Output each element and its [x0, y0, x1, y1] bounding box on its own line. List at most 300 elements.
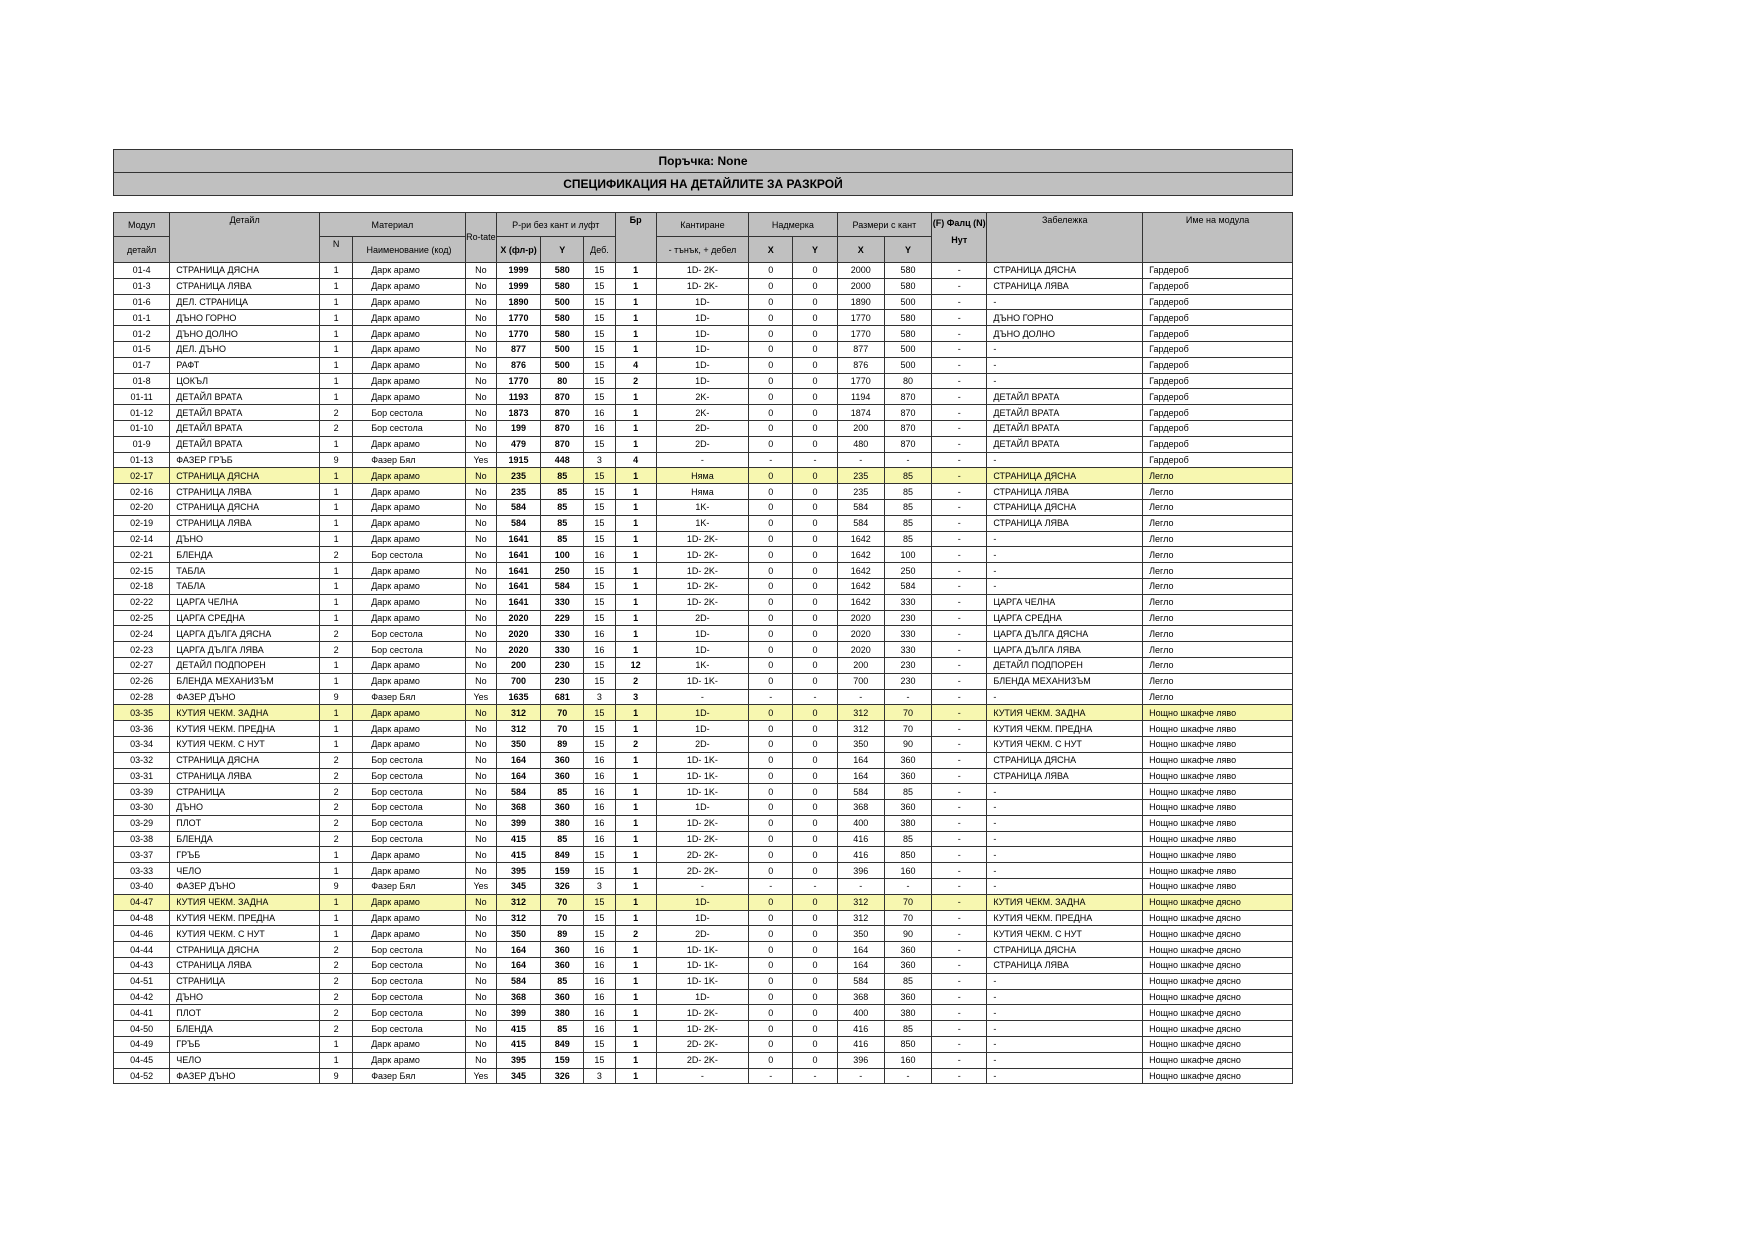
- cell-note: -: [987, 989, 1143, 1005]
- cell-n: 1: [320, 721, 353, 737]
- cell-edge-x: 584: [837, 515, 884, 531]
- cell-detail: ДЪНО: [170, 531, 320, 547]
- cell-size-y: 580: [541, 310, 584, 326]
- cell-material: Дарк арамо: [353, 468, 466, 484]
- cell-size-y: 360: [541, 942, 584, 958]
- header-edge-sizes: Размери с кант: [837, 213, 931, 237]
- cell-note: КУТИЯ ЧЕКМ. С НУТ: [987, 736, 1143, 752]
- spec-title: СПЕЦИФИКАЦИЯ НА ДЕТАЙЛИТЕ ЗА РАЗКРОЙ: [114, 173, 1292, 196]
- cell-n: 2: [320, 420, 353, 436]
- table-row: [114, 815, 1293, 831]
- cell-module: 01-12: [114, 405, 170, 421]
- table-row: [114, 341, 1293, 357]
- header-size-x: X (фл-р): [496, 237, 540, 263]
- cell-note: ЦАРГА ЧЕЛНА: [987, 594, 1143, 610]
- cell-n: 2: [320, 768, 353, 784]
- cell-rotate: No: [465, 705, 496, 721]
- cell-count: 1: [615, 1037, 656, 1053]
- cell-note: -: [987, 373, 1143, 389]
- cell-n: 2: [320, 547, 353, 563]
- cell-detail: ТАБЛА: [170, 563, 320, 579]
- cell-rotate: No: [465, 1005, 496, 1021]
- cell-detail: ПЛОТ: [170, 1005, 320, 1021]
- cell-detail: БЛЕНДА: [170, 547, 320, 563]
- table-row: [114, 563, 1293, 579]
- cell-detail: ЦАРГА ДЪЛГА ЛЯВА: [170, 642, 320, 658]
- cell-thickness: 15: [584, 673, 615, 689]
- cell-falc: -: [932, 673, 987, 689]
- cell-edging: 1D- 2K-: [656, 278, 748, 294]
- cell-material: Дарк арамо: [353, 610, 466, 626]
- cell-allowance-x: 0: [749, 1005, 793, 1021]
- cell-module-name: Легло: [1143, 515, 1293, 531]
- cell-rotate: No: [465, 531, 496, 547]
- cell-allowance-x: 0: [749, 436, 793, 452]
- table-row: [114, 721, 1293, 737]
- cell-n: 9: [320, 452, 353, 468]
- cell-edge-y: 160: [884, 1052, 931, 1068]
- cell-allowance-y: 0: [793, 436, 837, 452]
- cell-module-name: Нощно шкафче ляво: [1143, 784, 1293, 800]
- cell-size-x: 235: [496, 468, 540, 484]
- cell-material: Дарк арамо: [353, 326, 466, 342]
- cell-module-name: Легло: [1143, 531, 1293, 547]
- cell-allowance-y: 0: [793, 752, 837, 768]
- cell-n: 1: [320, 1037, 353, 1053]
- cell-n: 1: [320, 499, 353, 515]
- cell-edging: 1D-: [656, 721, 748, 737]
- cell-allowance-x: 0: [749, 673, 793, 689]
- cell-detail: ДЪНО ДОЛНО: [170, 326, 320, 342]
- header-n: N: [320, 237, 353, 263]
- cell-size-x: 399: [496, 1005, 540, 1021]
- cell-size-x: 876: [496, 357, 540, 373]
- cell-edging: 1D- 2K-: [656, 263, 748, 279]
- cell-falc: -: [932, 784, 987, 800]
- cell-module-name: Гардероб: [1143, 405, 1293, 421]
- cell-allowance-x: 0: [749, 357, 793, 373]
- cell-size-y: 230: [541, 657, 584, 673]
- cell-size-y: 330: [541, 642, 584, 658]
- cell-size-y: 681: [541, 689, 584, 705]
- cell-thickness: 15: [584, 468, 615, 484]
- cell-edging: -: [656, 1068, 748, 1084]
- cell-size-y: 580: [541, 263, 584, 279]
- cell-material: Бор сестола: [353, 1005, 466, 1021]
- cell-edge-y: 360: [884, 752, 931, 768]
- cell-size-x: 395: [496, 1052, 540, 1068]
- cell-count: 3: [615, 689, 656, 705]
- cell-size-x: 164: [496, 942, 540, 958]
- table-row: [114, 847, 1293, 863]
- cell-material: Бор сестола: [353, 800, 466, 816]
- cell-edge-y: 85: [884, 973, 931, 989]
- cell-count: 1: [615, 784, 656, 800]
- table-row: [114, 484, 1293, 500]
- cell-edge-x: -: [837, 452, 884, 468]
- cell-rotate: No: [465, 610, 496, 626]
- cell-edging: 1D-: [656, 326, 748, 342]
- cell-module-name: Легло: [1143, 594, 1293, 610]
- header-module-bottom: детайл: [114, 237, 170, 263]
- cell-module: 04-51: [114, 973, 170, 989]
- cell-edge-x: 2000: [837, 278, 884, 294]
- cell-edging: 1D-: [656, 705, 748, 721]
- cell-note: -: [987, 1037, 1143, 1053]
- cell-count: 1: [615, 468, 656, 484]
- cell-module: 01-8: [114, 373, 170, 389]
- cell-edge-y: 90: [884, 736, 931, 752]
- cell-size-x: 399: [496, 815, 540, 831]
- cell-falc: -: [932, 1068, 987, 1084]
- cell-allowance-x: 0: [749, 326, 793, 342]
- cell-edge-y: 85: [884, 468, 931, 484]
- cell-rotate: No: [465, 989, 496, 1005]
- cell-rotate: No: [465, 831, 496, 847]
- cell-rotate: No: [465, 310, 496, 326]
- cell-allowance-y: 0: [793, 341, 837, 357]
- cell-n: 1: [320, 263, 353, 279]
- cell-allowance-y: 0: [793, 468, 837, 484]
- cell-rotate: No: [465, 721, 496, 737]
- cell-module-name: Нощно шкафче ляво: [1143, 736, 1293, 752]
- table-row: [114, 357, 1293, 373]
- cell-edge-y: 850: [884, 847, 931, 863]
- cell-count: 1: [615, 768, 656, 784]
- cell-count: 1: [615, 1068, 656, 1084]
- cell-module: 04-50: [114, 1021, 170, 1037]
- cell-thickness: 15: [584, 326, 615, 342]
- table-row: [114, 784, 1293, 800]
- cell-allowance-y: 0: [793, 800, 837, 816]
- cell-edging: 1D- 1K-: [656, 942, 748, 958]
- cell-note: -: [987, 531, 1143, 547]
- cell-edge-y: 85: [884, 531, 931, 547]
- cell-falc: -: [932, 594, 987, 610]
- table-row: [114, 531, 1293, 547]
- cell-count: 1: [615, 1005, 656, 1021]
- cell-thickness: 15: [584, 910, 615, 926]
- cell-falc: -: [932, 768, 987, 784]
- cell-edge-y: 584: [884, 578, 931, 594]
- cell-rotate: No: [465, 642, 496, 658]
- cell-n: 1: [320, 341, 353, 357]
- cell-thickness: 16: [584, 831, 615, 847]
- cell-edging: 2K-: [656, 405, 748, 421]
- cell-count: 1: [615, 863, 656, 879]
- header-note: Забележка: [987, 213, 1143, 263]
- cell-edge-x: 480: [837, 436, 884, 452]
- cell-note: КУТИЯ ЧЕКМ. ПРЕДНА: [987, 721, 1143, 737]
- cell-thickness: 16: [584, 1021, 615, 1037]
- cell-falc: -: [932, 642, 987, 658]
- header-detail: Детайл: [170, 213, 320, 263]
- table-row: [114, 626, 1293, 642]
- cell-n: 2: [320, 831, 353, 847]
- cell-falc: -: [932, 310, 987, 326]
- cell-falc: -: [932, 1005, 987, 1021]
- cell-module: 01-5: [114, 341, 170, 357]
- cell-edge-y: 70: [884, 910, 931, 926]
- cell-falc: -: [932, 752, 987, 768]
- cell-note: КУТИЯ ЧЕКМ. ЗАДНА: [987, 894, 1143, 910]
- cell-material: Дарк арамо: [353, 894, 466, 910]
- cell-module: 01-10: [114, 420, 170, 436]
- cell-module-name: Нощно шкафче дясно: [1143, 973, 1293, 989]
- cell-note: СТРАНИЦА ЛЯВА: [987, 484, 1143, 500]
- cell-edging: 1K-: [656, 515, 748, 531]
- cell-thickness: 16: [584, 973, 615, 989]
- cell-module: 03-38: [114, 831, 170, 847]
- cell-module-name: Нощно шкафче дясно: [1143, 1052, 1293, 1068]
- cell-thickness: 15: [584, 389, 615, 405]
- cell-rotate: No: [465, 673, 496, 689]
- cell-edge-x: 1770: [837, 373, 884, 389]
- cell-allowance-x: 0: [749, 499, 793, 515]
- table-row: [114, 278, 1293, 294]
- cell-allowance-x: 0: [749, 973, 793, 989]
- header-thickness: Деб.: [584, 237, 615, 263]
- cell-material: Фазер Бял: [353, 1068, 466, 1084]
- cell-detail: ЦАРГА ЧЕЛНА: [170, 594, 320, 610]
- cell-thickness: 15: [584, 705, 615, 721]
- cell-rotate: No: [465, 436, 496, 452]
- cell-note: -: [987, 1052, 1143, 1068]
- cell-edge-y: 230: [884, 673, 931, 689]
- cell-falc: -: [932, 705, 987, 721]
- cell-note: -: [987, 815, 1143, 831]
- cell-edging: 1D-: [656, 294, 748, 310]
- cell-rotate: No: [465, 768, 496, 784]
- cell-count: 1: [615, 973, 656, 989]
- cell-size-y: 330: [541, 594, 584, 610]
- cell-module: 01-13: [114, 452, 170, 468]
- cell-allowance-x: 0: [749, 389, 793, 405]
- cell-edging: 1D- 2K-: [656, 563, 748, 579]
- cell-count: 1: [615, 484, 656, 500]
- cell-edge-y: 380: [884, 1005, 931, 1021]
- cell-n: 2: [320, 405, 353, 421]
- cell-material: Дарк арамо: [353, 278, 466, 294]
- cell-falc: -: [932, 531, 987, 547]
- cell-falc: -: [932, 547, 987, 563]
- cell-falc: -: [932, 420, 987, 436]
- cell-note: СТРАНИЦА ЛЯВА: [987, 278, 1143, 294]
- cell-size-x: 584: [496, 515, 540, 531]
- cell-count: 2: [615, 736, 656, 752]
- cell-size-x: 1641: [496, 563, 540, 579]
- header-edge-y: Y: [884, 237, 931, 263]
- cell-module-name: Легло: [1143, 626, 1293, 642]
- cell-thickness: 15: [584, 578, 615, 594]
- cell-size-y: 85: [541, 531, 584, 547]
- cell-module: 02-22: [114, 594, 170, 610]
- cell-module: 02-14: [114, 531, 170, 547]
- cell-edge-y: -: [884, 452, 931, 468]
- cell-edge-y: 85: [884, 1021, 931, 1037]
- cell-material: Дарк арамо: [353, 594, 466, 610]
- cell-edge-y: 870: [884, 436, 931, 452]
- cell-size-y: 360: [541, 768, 584, 784]
- cell-allowance-y: 0: [793, 910, 837, 926]
- cell-edging: 1D- 1K-: [656, 752, 748, 768]
- cell-note: -: [987, 357, 1143, 373]
- cell-rotate: No: [465, 752, 496, 768]
- cell-allowance-y: 0: [793, 989, 837, 1005]
- cell-note: ДЪНО ГОРНО: [987, 310, 1143, 326]
- cell-module-name: Легло: [1143, 563, 1293, 579]
- cell-size-y: 70: [541, 705, 584, 721]
- table-row: [114, 705, 1293, 721]
- cell-edge-x: -: [837, 689, 884, 705]
- cell-allowance-x: 0: [749, 847, 793, 863]
- cell-module: 02-24: [114, 626, 170, 642]
- cell-thickness: 16: [584, 642, 615, 658]
- cell-edge-x: 400: [837, 815, 884, 831]
- cell-module-name: Легло: [1143, 468, 1293, 484]
- cell-rotate: No: [465, 800, 496, 816]
- cell-rotate: No: [465, 942, 496, 958]
- cell-falc: -: [932, 578, 987, 594]
- cell-edge-y: 500: [884, 341, 931, 357]
- cell-edge-x: 400: [837, 1005, 884, 1021]
- cell-detail: ЧЕЛО: [170, 863, 320, 879]
- cell-material: Бор сестола: [353, 420, 466, 436]
- cell-edge-y: 360: [884, 958, 931, 974]
- cell-note: -: [987, 800, 1143, 816]
- cell-allowance-x: 0: [749, 278, 793, 294]
- cell-allowance-x: 0: [749, 863, 793, 879]
- cell-allowance-x: 0: [749, 894, 793, 910]
- cell-edge-x: 877: [837, 341, 884, 357]
- cell-n: 1: [320, 610, 353, 626]
- cell-rotate: No: [465, 815, 496, 831]
- cell-allowance-x: -: [749, 452, 793, 468]
- cell-detail: СТРАНИЦА ДЯСНА: [170, 263, 320, 279]
- cell-edge-x: 200: [837, 657, 884, 673]
- cell-falc: -: [932, 973, 987, 989]
- cell-allowance-x: 0: [749, 800, 793, 816]
- cell-detail: ФАЗЕР ДЪНО: [170, 689, 320, 705]
- cell-allowance-y: 0: [793, 736, 837, 752]
- cell-falc: -: [932, 294, 987, 310]
- cell-allowance-x: 0: [749, 373, 793, 389]
- cell-count: 1: [615, 1021, 656, 1037]
- cell-allowance-y: 0: [793, 1052, 837, 1068]
- cell-material: Фазер Бял: [353, 879, 466, 895]
- cell-edge-x: 164: [837, 942, 884, 958]
- cell-edge-y: 85: [884, 784, 931, 800]
- cell-size-x: 1770: [496, 326, 540, 342]
- cell-n: 1: [320, 357, 353, 373]
- table-row: [114, 610, 1293, 626]
- cell-thickness: 15: [584, 436, 615, 452]
- cell-rotate: Yes: [465, 689, 496, 705]
- cell-thickness: 16: [584, 626, 615, 642]
- cell-module: 02-21: [114, 547, 170, 563]
- cell-falc: -: [932, 894, 987, 910]
- cell-size-y: 70: [541, 894, 584, 910]
- cell-rotate: No: [465, 973, 496, 989]
- cell-edge-y: 85: [884, 831, 931, 847]
- cell-edge-y: 580: [884, 278, 931, 294]
- cell-note: -: [987, 863, 1143, 879]
- cell-edging: 1K-: [656, 499, 748, 515]
- cell-n: 1: [320, 847, 353, 863]
- cell-material: Бор сестола: [353, 784, 466, 800]
- cell-count: 1: [615, 942, 656, 958]
- cell-falc: -: [932, 657, 987, 673]
- cell-detail: ДЕТАЙЛ ВРАТА: [170, 420, 320, 436]
- cell-material: Дарк арамо: [353, 847, 466, 863]
- cell-edge-y: 330: [884, 642, 931, 658]
- cell-size-x: 415: [496, 1021, 540, 1037]
- cell-rotate: No: [465, 1021, 496, 1037]
- cell-module-name: Гардероб: [1143, 263, 1293, 279]
- cell-size-y: 85: [541, 784, 584, 800]
- cell-material: Бор сестола: [353, 815, 466, 831]
- cell-thickness: 15: [584, 721, 615, 737]
- cell-module: 02-18: [114, 578, 170, 594]
- cell-module: 01-1: [114, 310, 170, 326]
- cell-edge-y: -: [884, 1068, 931, 1084]
- cell-module: 01-7: [114, 357, 170, 373]
- cell-module: 02-15: [114, 563, 170, 579]
- cell-falc: -: [932, 800, 987, 816]
- cell-module-name: Нощно шкафче ляво: [1143, 815, 1293, 831]
- cell-edging: Няма: [656, 484, 748, 500]
- cell-note: -: [987, 547, 1143, 563]
- cell-edge-y: 360: [884, 768, 931, 784]
- cell-edge-y: 360: [884, 989, 931, 1005]
- cell-thickness: 15: [584, 263, 615, 279]
- cell-n: 2: [320, 800, 353, 816]
- cell-rotate: No: [465, 626, 496, 642]
- cell-note: СТРАНИЦА ДЯСНА: [987, 263, 1143, 279]
- cell-size-y: 500: [541, 357, 584, 373]
- cell-module-name: Нощно шкафче ляво: [1143, 847, 1293, 863]
- cell-rotate: No: [465, 263, 496, 279]
- cell-allowance-y: 0: [793, 926, 837, 942]
- cell-note: СТРАНИЦА ДЯСНА: [987, 468, 1143, 484]
- cell-count: 1: [615, 294, 656, 310]
- cell-falc: -: [932, 1021, 987, 1037]
- cell-edging: 1D- 2K-: [656, 815, 748, 831]
- cell-thickness: 15: [584, 531, 615, 547]
- table-row: [114, 926, 1293, 942]
- cell-edge-y: -: [884, 879, 931, 895]
- cell-edge-y: 250: [884, 563, 931, 579]
- cell-n: 2: [320, 1021, 353, 1037]
- cell-edging: 1D- 1K-: [656, 673, 748, 689]
- cell-n: 1: [320, 1052, 353, 1068]
- cell-count: 1: [615, 958, 656, 974]
- cell-falc: -: [932, 626, 987, 642]
- cell-material: Бор сестола: [353, 642, 466, 658]
- cell-edging: -: [656, 689, 748, 705]
- cell-edging: 1D-: [656, 989, 748, 1005]
- cell-rotate: No: [465, 357, 496, 373]
- cell-material: Дарк арамо: [353, 1037, 466, 1053]
- cell-allowance-x: 0: [749, 594, 793, 610]
- cell-detail: СТРАНИЦА ЛЯВА: [170, 958, 320, 974]
- cell-n: 9: [320, 689, 353, 705]
- table-row: [114, 942, 1293, 958]
- cell-material: Фазер Бял: [353, 452, 466, 468]
- cell-material: Бор сестола: [353, 405, 466, 421]
- cell-detail: ДЕТАЙЛ ПОДПОРЕН: [170, 657, 320, 673]
- header-material-name: Наименование (код): [353, 237, 466, 263]
